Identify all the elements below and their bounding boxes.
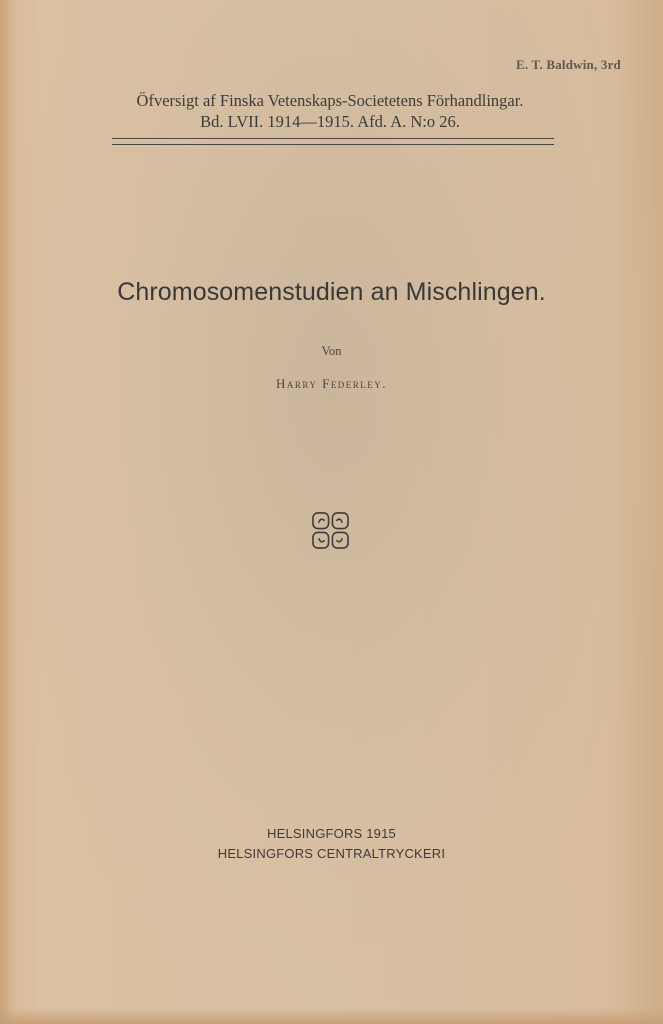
- paper-edge-bottom: [0, 1008, 663, 1024]
- imprint: [0, 824, 663, 864]
- printer-ornament-icon: [311, 511, 350, 550]
- paper-edge-left: [0, 0, 14, 1024]
- series-title-line: Öfversigt af Finska Vetenskaps-Societetens Förhandlingar.: [136, 91, 524, 110]
- author-name: Harry Federley.: [275, 376, 388, 391]
- owner-stamp: E. T. Baldwin, 3rd: [516, 57, 621, 72]
- series-volume-line: Bd. LVII. 1914—1915. Afd. A. N:o 26.: [200, 112, 460, 131]
- series-header: [80, 90, 580, 132]
- imprint-printer: HELSINGFORS CENTRALTRYCKERI: [217, 846, 446, 861]
- double-rule-divider: [112, 138, 554, 145]
- document-title: Chromosomenstudien an Mischlingen.: [117, 278, 546, 306]
- imprint-place-year: HELSINGFORS 1915: [267, 826, 396, 841]
- byline-von: Von: [321, 344, 342, 358]
